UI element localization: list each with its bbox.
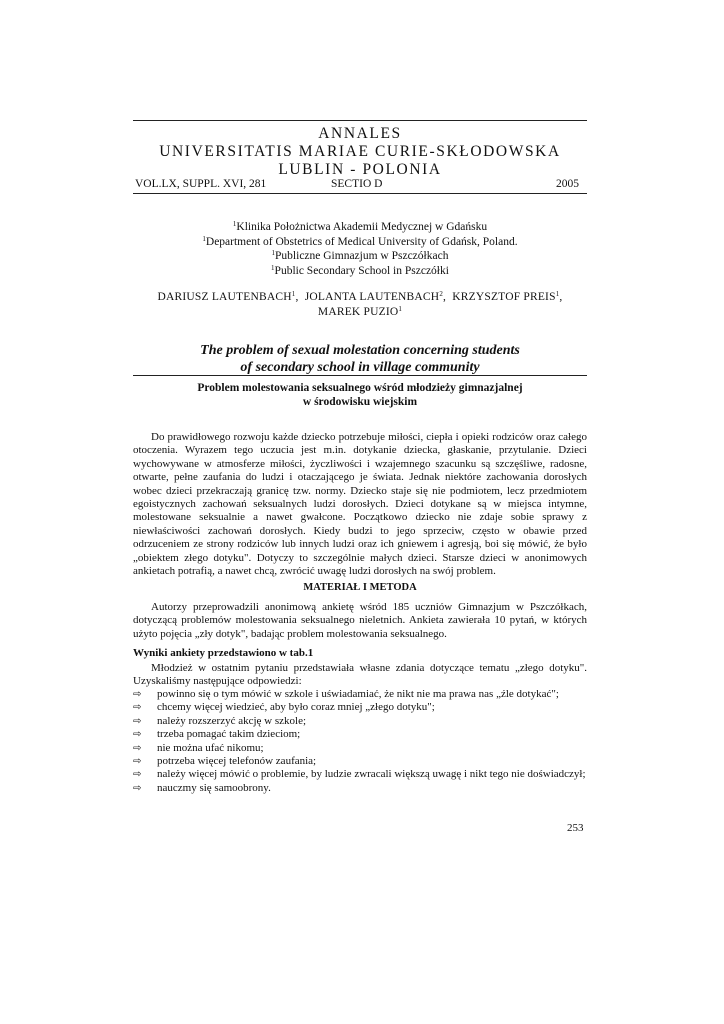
list-item-text: należy rozszerzyć akcję w szkole; (157, 714, 307, 727)
affiliation-line (133, 220, 587, 235)
list-item-text: nie można ufać nikomu; (157, 741, 264, 754)
title-english-line2: of secondary school in village community (240, 360, 480, 375)
author-sup: 2 (439, 290, 444, 298)
arrow-right-outline-icon: ⇨ (133, 769, 142, 781)
header-top-rule (133, 120, 587, 121)
header-bottom-rule (133, 193, 587, 194)
author-name: MAREK PUZIO (317, 306, 399, 318)
results-intro-paragraph: Młodzież w ostatnim pytaniu przedstawiała własne zdania dotyczące tematu „złego dotyku". Uzyskaliśmy następujące odpowiedzi: (133, 662, 587, 688)
list-item (133, 755, 593, 768)
affiliation-sup: 1 (202, 234, 206, 243)
arrow-right-outline-icon: ⇨ (133, 729, 142, 741)
methods-section (133, 601, 587, 641)
affiliation-line (133, 249, 587, 264)
title-polish (133, 381, 587, 409)
page-number: 253 (567, 822, 584, 834)
affiliation-text: Publiczne Gimnazjum w Pszczółkach (275, 250, 449, 262)
results-intro-section (133, 662, 587, 689)
intro-section (133, 431, 587, 578)
author-separator: , (443, 291, 453, 303)
sectio-label: SECTIO D (331, 178, 383, 190)
year-label: 2005 (556, 178, 579, 190)
affiliation-sup: 1 (271, 263, 275, 272)
list-item (133, 715, 593, 728)
authors-line-2 (133, 305, 587, 320)
list-item-text: potrzeba więcej telefonów zaufania; (157, 755, 317, 768)
affiliation-line (133, 235, 587, 250)
results-heading: Wyniki ankiety przedstawiono w tab.1 (133, 647, 314, 659)
title-polish-line1: Problem molestowania seksualnego wśród młodzieży gimnazjalnej (197, 382, 523, 394)
affiliation-sup: 1 (271, 249, 276, 257)
authors (133, 290, 587, 320)
intro-paragraph: Do prawidłowego rozwoju każde dziecko potrzebuje miłości, ciepła i opieki rodziców oraz całego otoczenia. Wyrazem tego uczucia jest m.in. dotykanie dziecka, głaskanie, przytulanie. Dzieci wychowywane w atmosferze miłości, życzliwości i wzajemnego szacunku są szczęśliwe, radosne, otwarte, pełne zaufania do ludzi i otaczającego je świata. Jednak niektóre zachowania dorosłych wobec dzieci przekraczają granicę tzw. normy. Dziecko staje się nie podmiotem, lecz przedmiotem egoistycznych zachowań seksualnych ludzi dorosłych. Dzieci dotykane są w miejsca intymne, molestowane seksualnie a nawet gwałcone. Początkowo dziecko nie zdaje sobie sprawy z niewłaściwości zachowań dorosłych. Kiedy budzi to jego sprzeciw, często w obawie przed odrzuceniem ze strony rodziców lub innych ludzi oraz ich gniewem i agresją, boi się mówić, że było „obiektem złego dotyku". Dotyczy to szczególnie małych dzieci. Starsze dzieci w anonimowych ankietach potrafią, a nawet chcą, zwrócić uwagę ludzi dorosłych na swój problem. (133, 431, 587, 578)
list-item-text: powinno się o tym mówić w szkole i uświadamiać, że nikt nie ma prawa nas „źle dotykać"; (157, 688, 559, 700)
affiliation-text: Department of Obstetrics of Medical University of Gdańsk, Poland. (205, 235, 518, 248)
author-name: DARIUSZ LAUTENBACH (157, 291, 292, 303)
arrow-right-outline-icon: ⇨ (133, 702, 142, 714)
list-item (133, 782, 593, 795)
list-item-text: nauczmy się samoobrony. (157, 781, 271, 794)
title-english-line1: The problem of sexual molestation concerning students (200, 343, 520, 358)
title-polish-line2: w środowisku wiejskim (302, 396, 418, 408)
author-sup: 1 (291, 290, 296, 298)
section-heading: MATERIAŁ I METODA (303, 582, 417, 593)
journal-title-line3: LUBLIN - POLONIA (278, 161, 442, 178)
author-separator: , (559, 291, 563, 303)
author-separator: , (295, 291, 305, 303)
author-name: KRZYSZTOF PREIS (452, 291, 556, 303)
author-sup: 1 (555, 290, 560, 298)
arrow-right-outline-icon: ⇨ (133, 742, 142, 754)
volume-info: VOL.LX, SUPPL. XVI, 281 (135, 178, 267, 190)
arrow-right-outline-icon: ⇨ (133, 782, 142, 794)
author-name: JOLANTA LAUTENBACH (304, 291, 440, 303)
journal-title-line1: ANNALES (318, 125, 402, 142)
list-item-text: należy więcej mówić o problemie, by ludzie zwracali większą uwagę i nikt tego nie doświadczył; (157, 768, 586, 781)
author-sup: 1 (398, 305, 403, 313)
list-item (133, 768, 593, 781)
journal-title-line2: UNIVERSITATIS MARIAE CURIE-SKŁODOWSKA (159, 143, 561, 160)
arrow-right-outline-icon: ⇨ (133, 689, 142, 700)
methods-paragraph: Autorzy przeprowadzili anonimową ankietę wśród 185 uczniów Gimnazjum w Pszczółkach, dotyczącą problemów molestowania seksualnego nieletnich. Ankieta zawierała 10 pytań, w których użyto pojęcia „zły dotyk", badając problem molestowania seksualnego. (133, 601, 587, 640)
list-item-text: trzeba pomagać takim dzieciom; (157, 728, 301, 741)
affiliation-sup: 1 (232, 220, 237, 228)
authors-line-1 (133, 290, 587, 305)
arrow-right-outline-icon: ⇨ (133, 756, 142, 768)
affiliation-text: Public Secondary School in Pszczółki (274, 264, 449, 277)
list-item (133, 701, 593, 714)
affiliations (133, 220, 587, 278)
affiliation-line (133, 264, 587, 279)
list-item (133, 742, 593, 755)
title-rule (133, 375, 587, 376)
list-item (133, 688, 593, 701)
affiliation-text: Klinika Położnictwa Akademii Medycznej w Gdańsku (236, 221, 488, 233)
arrow-right-outline-icon: ⇨ (133, 715, 142, 727)
list-item-text: chcemy więcej wiedzieć, aby było coraz mniej „złego dotyku"; (157, 701, 435, 714)
list-item (133, 728, 593, 741)
answers-list (133, 688, 593, 795)
title-english (133, 342, 587, 376)
